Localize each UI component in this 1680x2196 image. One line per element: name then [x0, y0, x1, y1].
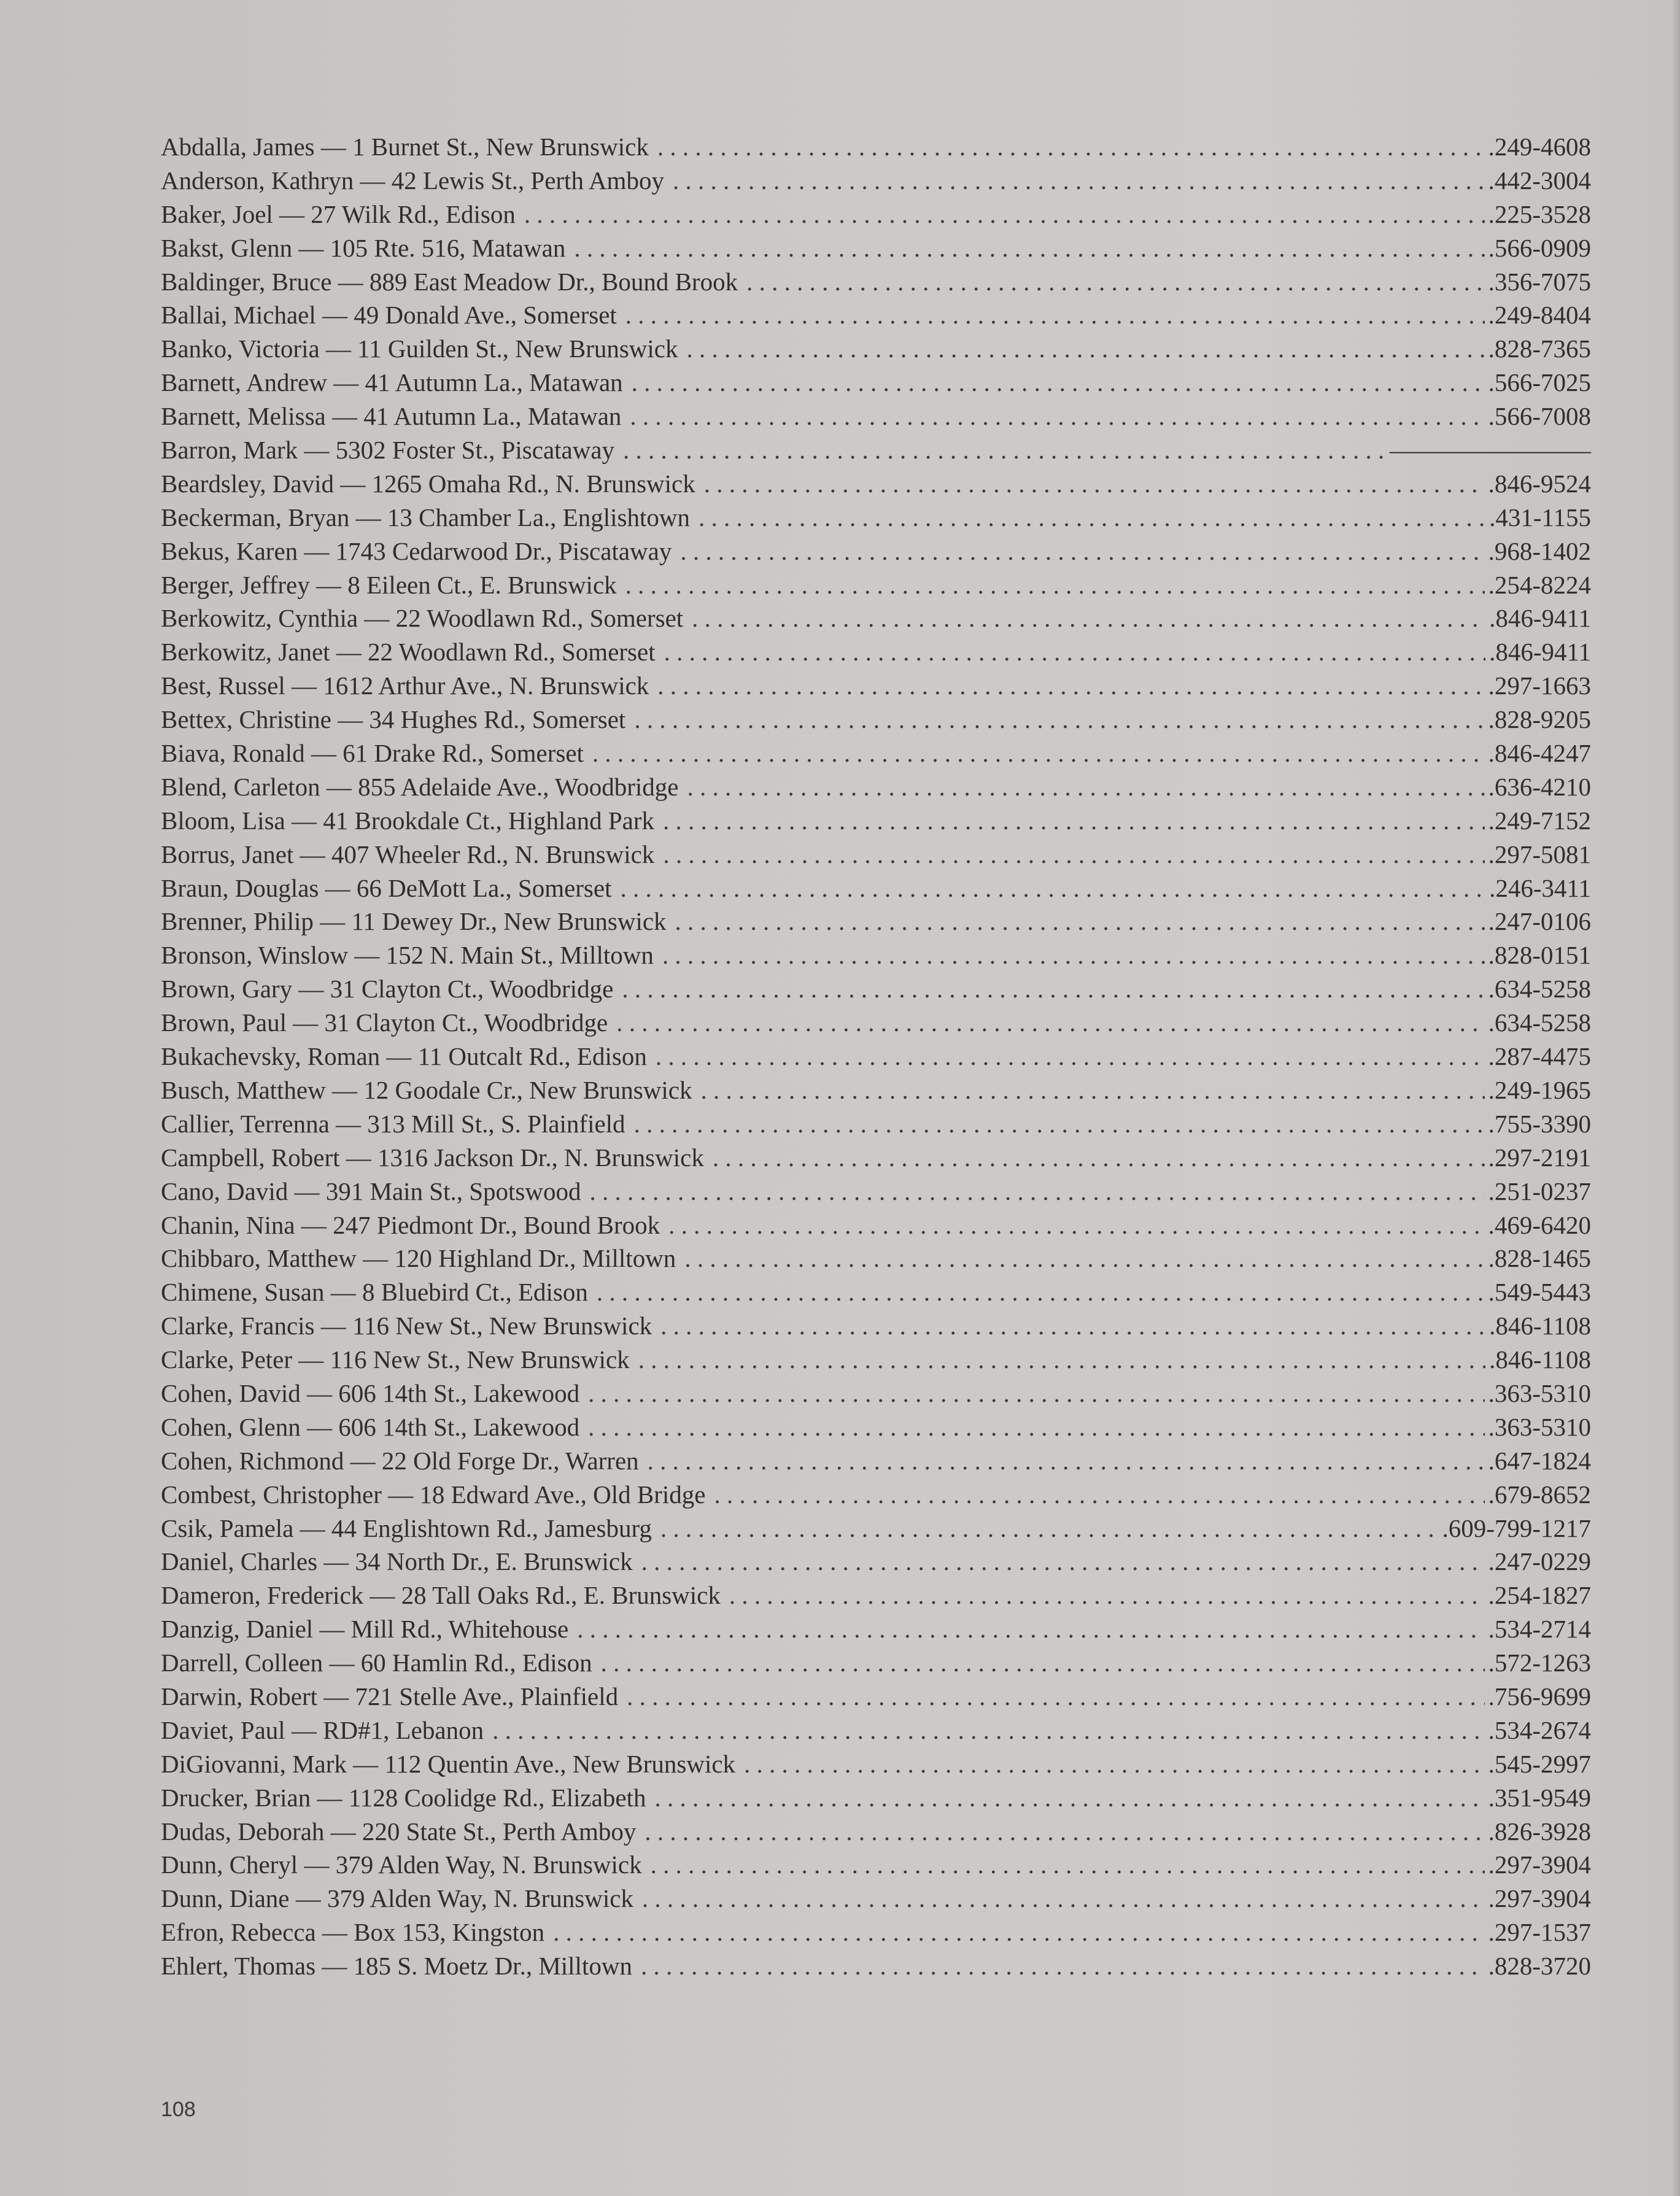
directory-entry: [161, 298, 1591, 332]
entry-name-address: Baker, Joel — 27 Wilk Rd., Edison: [161, 199, 516, 228]
entry-phone: .297-5081: [1488, 840, 1591, 868]
directory-entry: [161, 231, 1591, 265]
entry-phone: .846-9411: [1489, 638, 1591, 667]
entry-phone: .469-6420: [1488, 1210, 1591, 1239]
dot-leader: [642, 1882, 1485, 1916]
entry-name-address: Cano, David — 391 Main St., Spotswood: [161, 1177, 581, 1205]
dot-leader: [577, 1612, 1484, 1646]
entry-phone: .247-0106: [1488, 907, 1591, 936]
dot-leader: [623, 433, 1386, 467]
entry-phone: .534-2674: [1488, 1715, 1591, 1744]
directory-entry: [161, 1646, 1591, 1680]
entry-name-address: Ballai, Michael — 49 Donald Ave., Somerset: [161, 301, 617, 330]
directory-entry: [161, 568, 1591, 602]
entry-phone: .363-5310: [1488, 1412, 1591, 1441]
dot-leader: [714, 1478, 1484, 1512]
dot-leader: [492, 1714, 1485, 1747]
entry-phone: .828-1465: [1488, 1244, 1591, 1273]
entry-name-address: Campbell, Robert — 1316 Jackson Dr., N. Brunswick: [161, 1143, 704, 1172]
dot-leader: [668, 1208, 1484, 1242]
directory-entry: [161, 1949, 1591, 1983]
entry-phone: .828-3720: [1488, 1952, 1591, 1981]
entry-phone: .846-4247: [1488, 739, 1591, 768]
dot-leader: [630, 400, 1484, 433]
entry-name-address: Bekus, Karen — 1743 Cedarwood Dr., Piscataway: [161, 536, 672, 565]
directory-entry: [161, 130, 1591, 164]
entry-phone: .249-8404: [1488, 301, 1591, 330]
directory-entry: [161, 872, 1591, 905]
directory-entry: [161, 1714, 1591, 1747]
entry-phone: .634-5258: [1488, 1008, 1591, 1037]
entry-phone: .356-7075: [1488, 267, 1591, 296]
entry-name-address: Daviet, Paul — RD#1, Lebanon: [161, 1715, 484, 1744]
entry-phone: .828-0151: [1488, 941, 1591, 970]
directory-entry: [161, 804, 1591, 838]
dot-leader: [590, 1175, 1485, 1208]
entry-phone: .247-0229: [1488, 1547, 1591, 1576]
directory-entry: [161, 1848, 1591, 1882]
directory-entry: [161, 1612, 1591, 1646]
dot-leader: [645, 1815, 1484, 1849]
entry-name-address: Bloom, Lisa — 41 Brookdale Ct., Highland Park: [161, 806, 654, 835]
directory-list: [161, 130, 1591, 1983]
directory-entry: [161, 1747, 1591, 1781]
directory-entry: [161, 905, 1591, 938]
directory-entry: [161, 1208, 1591, 1242]
dot-leader: [692, 601, 1485, 635]
entry-name-address: Blend, Carleton — 855 Adelaide Ave., Woodbridge: [161, 772, 679, 801]
entry-name-address: Cohen, Richmond — 22 Old Forge Dr., Warren: [161, 1446, 639, 1475]
entry-name-address: Best, Russel — 1612 Arthur Ave., N. Brunswick: [161, 671, 649, 700]
entry-phone: .968-1402: [1488, 536, 1591, 565]
entry-phone: .545-2997: [1488, 1749, 1591, 1778]
entry-name-address: Drucker, Brian — 1128 Coolidge Rd., Elizabeth: [161, 1783, 646, 1812]
entry-phone: .566-0909: [1488, 233, 1591, 262]
dot-leader: [592, 737, 1485, 770]
dot-leader: [574, 231, 1484, 265]
directory-entry: [161, 400, 1591, 433]
dot-leader: [634, 703, 1484, 737]
dot-leader: [713, 1141, 1485, 1175]
entry-name-address: Bronson, Winslow — 152 N. Main St., Milltown: [161, 941, 654, 970]
entry-phone: .846-1108: [1489, 1345, 1591, 1374]
entry-name-address: Dunn, Cheryl — 379 Alden Way, N. Brunswick: [161, 1850, 642, 1879]
entry-name-address: Braun, Douglas — 66 DeMott La., Somerset: [161, 873, 612, 902]
dot-leader: [601, 1646, 1485, 1680]
entry-phone: .442-3004: [1488, 166, 1591, 195]
entry-name-address: Abdalla, James — 1 Burnet St., New Brunswick: [161, 133, 649, 161]
dot-leader: [524, 198, 1485, 231]
entry-name-address: Anderson, Kathryn — 42 Lewis St., Perth Amboy: [161, 166, 664, 195]
entry-name-address: Bakst, Glenn — 105 Rte. 516, Matawan: [161, 233, 566, 262]
directory-entry: [161, 265, 1591, 299]
dot-leader: [634, 1107, 1485, 1141]
dot-leader: [627, 1680, 1485, 1714]
dot-leader: [616, 1006, 1484, 1040]
entry-name-address: Dunn, Diane — 379 Alden Way, N. Brunswick: [161, 1884, 633, 1913]
dot-leader: [588, 1410, 1484, 1444]
directory-entry: [161, 1242, 1591, 1275]
dot-leader: [664, 635, 1486, 669]
entry-phone: .363-5310: [1488, 1378, 1591, 1407]
dot-leader: [660, 1512, 1439, 1545]
dot-leader: [638, 1343, 1485, 1377]
dot-leader: [687, 770, 1485, 804]
entry-name-address: Berkowitz, Cynthia — 22 Woodlawn Rd., Somerset: [161, 604, 684, 633]
dot-leader: [641, 1545, 1485, 1579]
directory-entry: [161, 1006, 1591, 1040]
directory-entry: [161, 1107, 1591, 1141]
dot-leader: [699, 501, 1485, 535]
dot-leader: [663, 838, 1484, 872]
entry-name-address: Clarke, Francis — 116 New St., New Brunswick: [161, 1312, 652, 1340]
entry-name-address: Barnett, Melissa — 41 Autumn La., Matawan: [161, 402, 622, 431]
directory-entry: [161, 838, 1591, 872]
dot-leader: [648, 1444, 1485, 1478]
dot-leader: [625, 568, 1485, 602]
page-edge-shadow: [1671, 0, 1680, 2196]
directory-entry: [161, 601, 1591, 635]
entry-phone: .254-8224: [1488, 570, 1591, 599]
directory-entry: [161, 737, 1591, 770]
dot-leader: [729, 1579, 1485, 1612]
entry-name-address: Dudas, Deborah — 220 State St., Perth Amboy: [161, 1817, 637, 1846]
directory-entry: [161, 1377, 1591, 1410]
entry-name-address: Brenner, Philip — 11 Dewey Dr., New Brunswick: [161, 907, 667, 936]
entry-name-address: Bettex, Christine — 34 Hughes Rd., Somerset: [161, 705, 626, 734]
entry-phone: .846-9524: [1488, 469, 1591, 498]
directory-entry: [161, 433, 1591, 467]
dot-leader: [662, 938, 1485, 972]
entry-phone: .828-9205: [1488, 705, 1591, 734]
directory-entry: [161, 635, 1591, 669]
directory-entry: [161, 1478, 1591, 1512]
entry-name-address: DiGiovanni, Mark — 112 Quentin Ave., New Brunswick: [161, 1749, 736, 1778]
entry-phone: .828-7365: [1488, 334, 1591, 363]
entry-name-address: Cohen, Glenn — 606 14th St., Lakewood: [161, 1412, 580, 1441]
dot-leader: [651, 1848, 1485, 1882]
page-number: 108: [161, 2098, 196, 2121]
entry-name-address: Beardsley, David — 1265 Omaha Rd., N. Brunswick: [161, 469, 695, 498]
directory-entry: [161, 1343, 1591, 1377]
dot-leader: [625, 298, 1485, 332]
entry-name-address: Efron, Rebecca — Box 153, Kingston: [161, 1918, 545, 1947]
entry-name-address: Brown, Paul — 31 Clayton Ct., Woodbridge: [161, 1008, 608, 1037]
entry-phone: .351-9549: [1488, 1783, 1591, 1812]
entry-name-address: Borrus, Janet — 407 Wheeler Rd., N. Brunswick: [161, 840, 655, 868]
entry-name-address: Brown, Gary — 31 Clayton Ct., Woodbridge: [161, 975, 614, 1003]
dot-leader: [746, 265, 1485, 299]
entry-phone: .679-8652: [1488, 1480, 1591, 1509]
directory-entry: [161, 703, 1591, 737]
directory-entry: [161, 1781, 1591, 1815]
entry-name-address: Chibbaro, Matthew — 120 Highland Dr., Milltown: [161, 1244, 676, 1273]
directory-entry: [161, 938, 1591, 972]
entry-phone: .636-4210: [1488, 772, 1591, 801]
entry-name-address: Darrell, Colleen — 60 Hamlin Rd., Edison: [161, 1649, 592, 1677]
entry-name-address: Chimene, Susan — 8 Bluebird Ct., Edison: [161, 1278, 588, 1307]
entry-phone: .647-1824: [1488, 1446, 1591, 1475]
entry-name-address: Biava, Ronald — 61 Drake Rd., Somerset: [161, 739, 584, 768]
entry-phone: .251-0237: [1488, 1177, 1591, 1205]
directory-entry: [161, 1410, 1591, 1444]
directory-entry: [161, 1882, 1591, 1916]
entry-phone: .297-1537: [1488, 1918, 1591, 1947]
entry-phone: .634-5258: [1488, 975, 1591, 1003]
directory-entry: [161, 332, 1591, 366]
entry-name-address: Berkowitz, Janet — 22 Woodlawn Rd., Somerset: [161, 638, 656, 667]
entry-phone: .756-9699: [1488, 1682, 1591, 1711]
directory-entry: [161, 164, 1591, 198]
entry-name-address: Csik, Pamela — 44 Englishtown Rd., Jamesburg: [161, 1514, 652, 1542]
directory-entry: [161, 1309, 1591, 1343]
entry-phone: .566-7008: [1488, 402, 1591, 431]
directory-entry: [161, 467, 1591, 501]
entry-phone: ————————: [1390, 436, 1591, 465]
entry-phone: .534-2714: [1488, 1615, 1591, 1644]
dot-leader: [700, 1073, 1484, 1107]
entry-name-address: Banko, Victoria — 11 Guilden St., New Brunswick: [161, 334, 678, 363]
entry-phone: .249-4608: [1488, 133, 1591, 161]
directory-entry: [161, 1512, 1591, 1545]
entry-phone: .254-1827: [1488, 1581, 1591, 1610]
entry-phone: .297-3904: [1488, 1850, 1591, 1879]
dot-leader: [656, 1040, 1485, 1073]
directory-entry: [161, 535, 1591, 568]
dot-leader: [620, 872, 1485, 905]
entry-phone: .609-799-1217: [1442, 1514, 1591, 1542]
dot-leader: [663, 804, 1485, 838]
directory-entry: [161, 1545, 1591, 1579]
directory-entry: [161, 1916, 1591, 1949]
directory-entry: [161, 1275, 1591, 1309]
dot-leader: [680, 535, 1484, 568]
directory-entry: [161, 1073, 1591, 1107]
dot-leader: [660, 1309, 1485, 1343]
directory-entry: [161, 1680, 1591, 1714]
dot-leader: [704, 467, 1485, 501]
entry-name-address: Barron, Mark — 5302 Foster St., Piscataway: [161, 436, 615, 465]
entry-name-address: Baldinger, Bruce — 889 East Meadow Dr., Bound Brook: [161, 267, 738, 296]
dot-leader: [641, 1949, 1485, 1983]
directory-entry: [161, 198, 1591, 231]
entry-name-address: Berger, Jeffrey — 8 Eileen Ct., E. Brunswick: [161, 570, 617, 599]
entry-name-address: Busch, Matthew — 12 Goodale Cr., New Brunswick: [161, 1075, 692, 1104]
entry-name-address: Darwin, Robert — 721 Stelle Ave., Plainfield: [161, 1682, 619, 1711]
dot-leader: [744, 1747, 1485, 1781]
entry-name-address: Dameron, Frederick — 28 Tall Oaks Rd., E. Brunswick: [161, 1581, 721, 1610]
entry-phone: .297-3904: [1488, 1884, 1591, 1913]
dot-leader: [657, 130, 1485, 164]
directory-entry: [161, 1040, 1591, 1073]
directory-entry: [161, 366, 1591, 400]
entry-phone: .846-9411: [1489, 604, 1591, 633]
dot-leader: [654, 1781, 1484, 1815]
directory-entry: [161, 1815, 1591, 1849]
entry-name-address: Beckerman, Bryan — 13 Chamber La., Englishtown: [161, 503, 690, 532]
entry-name-address: Clarke, Peter — 116 New St., New Brunswick: [161, 1345, 630, 1374]
dot-leader: [687, 332, 1485, 366]
entry-name-address: Callier, Terrenna — 313 Mill St., S. Plainfield: [161, 1109, 625, 1138]
directory-entry: [161, 669, 1591, 703]
entry-name-address: Cohen, David — 606 14th St., Lakewood: [161, 1378, 580, 1407]
entry-name-address: Chanin, Nina — 247 Piedmont Dr., Bound Brook: [161, 1210, 660, 1239]
entry-phone: .846-1108: [1489, 1312, 1591, 1340]
entry-phone: .431-1155: [1489, 503, 1591, 532]
directory-entry: [161, 1579, 1591, 1612]
dot-leader: [673, 164, 1485, 198]
entry-phone: .225-3528: [1488, 199, 1591, 228]
entry-phone: .287-4475: [1488, 1042, 1591, 1071]
dot-leader: [553, 1916, 1484, 1949]
dot-leader: [675, 905, 1485, 938]
entry-name-address: Bukachevsky, Roman — 11 Outcalt Rd., Edison: [161, 1042, 647, 1071]
dot-leader: [622, 972, 1484, 1006]
dot-leader: [684, 1242, 1484, 1275]
entry-phone: .566-7025: [1488, 368, 1591, 397]
entry-phone: .297-1663: [1488, 671, 1591, 700]
entry-name-address: Daniel, Charles — 34 North Dr., E. Brunswick: [161, 1547, 633, 1576]
directory-entry: [161, 1444, 1591, 1478]
directory-entry: [161, 1175, 1591, 1208]
entry-name-address: Danzig, Daniel — Mill Rd., Whitehouse: [161, 1615, 569, 1644]
entry-phone: .249-1965: [1488, 1075, 1591, 1104]
entry-name-address: Ehlert, Thomas — 185 S. Moetz Dr., Milltown: [161, 1952, 632, 1981]
entry-phone: .297-2191: [1488, 1143, 1591, 1172]
entry-name-address: Combest, Christopher — 18 Edward Ave., Old Bridge: [161, 1480, 706, 1509]
entry-phone: .826-3928: [1488, 1817, 1591, 1846]
dot-leader: [597, 1275, 1485, 1309]
dot-leader: [632, 366, 1485, 400]
entry-phone: .755-3390: [1488, 1109, 1591, 1138]
directory-entry: [161, 770, 1591, 804]
entry-phone: .246-3411: [1489, 873, 1591, 902]
entry-phone: .572-1263: [1488, 1649, 1591, 1677]
entry-phone: .549-5443: [1488, 1278, 1591, 1307]
directory-entry: [161, 501, 1591, 535]
directory-entry: [161, 972, 1591, 1006]
directory-entry: [161, 1141, 1591, 1175]
entry-name-address: Barnett, Andrew — 41 Autumn La., Matawan: [161, 368, 623, 397]
dot-leader: [588, 1377, 1484, 1410]
entry-phone: .249-7152: [1488, 806, 1591, 835]
dot-leader: [657, 669, 1484, 703]
